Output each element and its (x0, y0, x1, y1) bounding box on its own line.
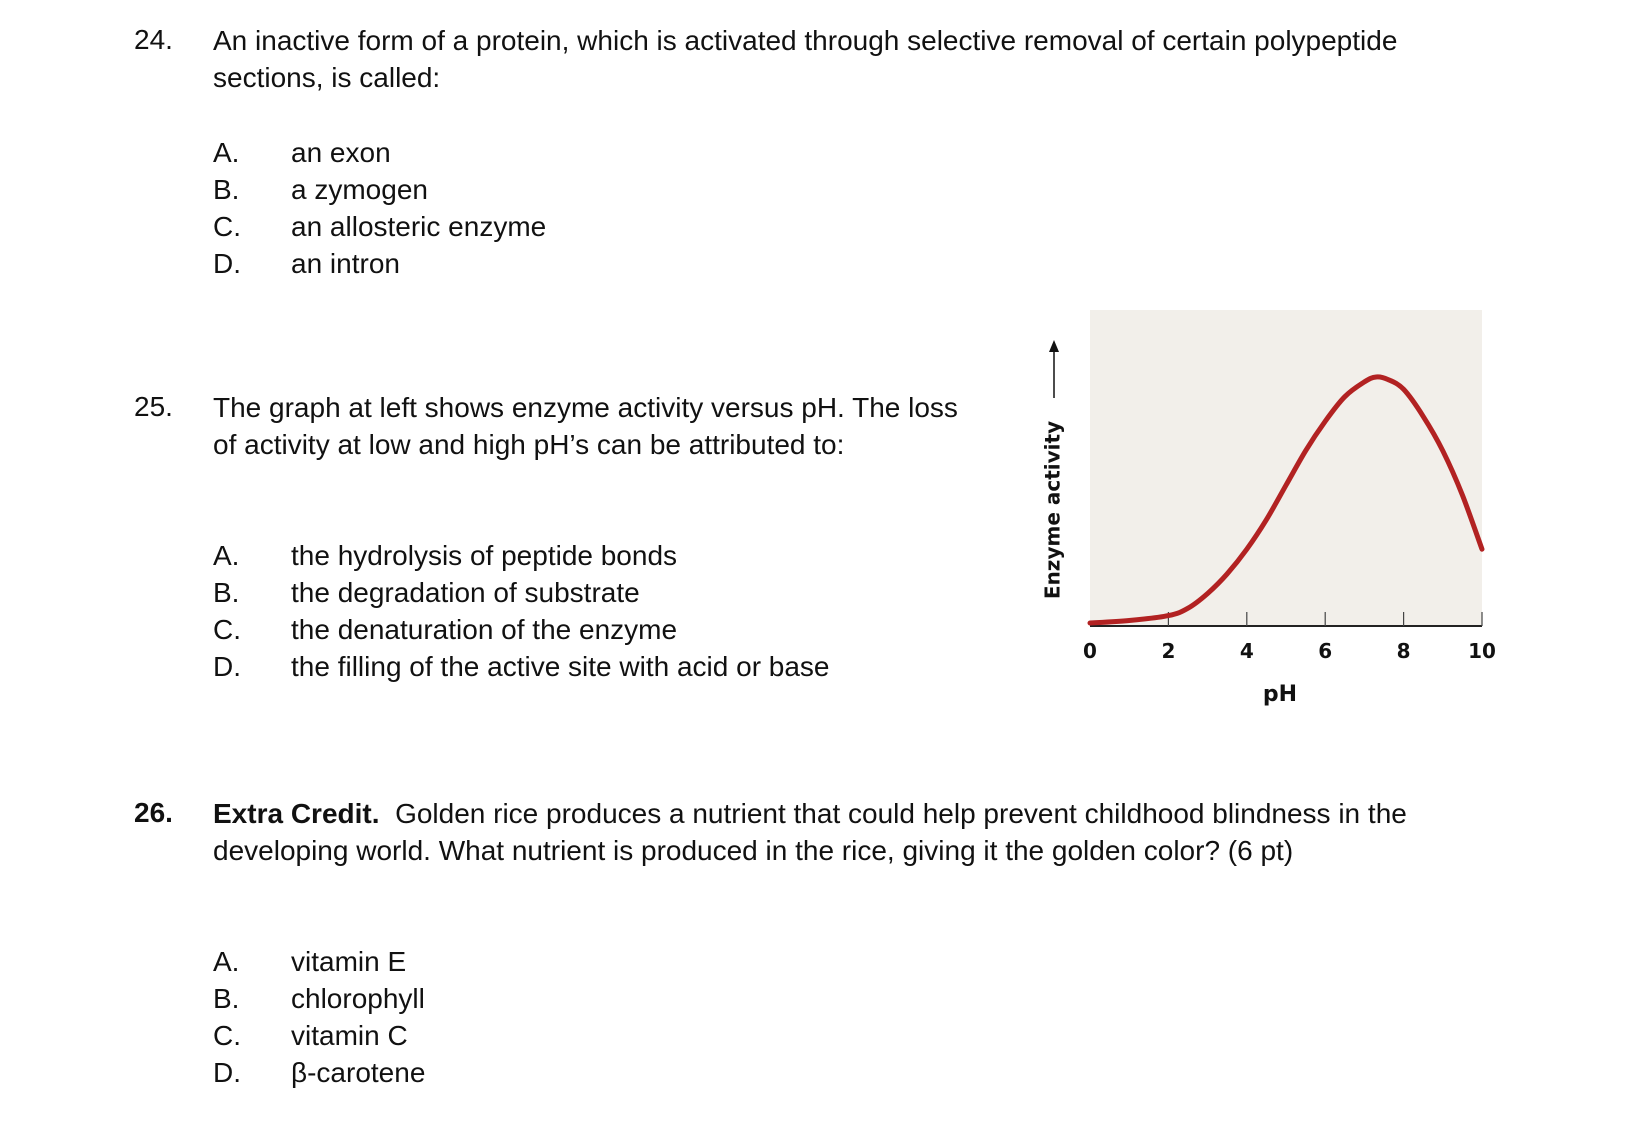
x-tick-label: 2 (1161, 639, 1176, 663)
choice-text: vitamin E (291, 946, 407, 977)
choice-letter: B. (213, 983, 240, 1014)
question-text: Golden rice produces a nutrient that could help prevent childhood blindness in the developing world. What nutrient is produced in the rice, giving it the golden color? (6 pt) (213, 798, 1407, 866)
y-axis-label: Enzyme activity (1040, 420, 1065, 600)
question-text: The graph at left shows enzyme activity versus pH. The loss of activity at low and high pH’s can be attributed to: (213, 392, 958, 460)
choice-text: β-carotene (291, 1057, 426, 1088)
x-tick-label: 10 (1468, 639, 1496, 663)
choice-text: vitamin C (291, 1020, 408, 1051)
question-number: 24. (134, 24, 173, 55)
y-axis-arrow-head (1049, 340, 1059, 352)
choice-letter: A. (213, 540, 240, 571)
plot-background (1090, 310, 1482, 626)
extra-credit-label: Extra Credit. (213, 798, 380, 829)
x-axis-label: pH (1262, 682, 1298, 707)
question-text-block (213, 795, 1513, 869)
choice-text: the degradation of substrate (291, 577, 640, 608)
choice-text: an exon (291, 137, 391, 168)
x-tick-label: 6 (1318, 639, 1333, 663)
choice-letter: B. (213, 174, 240, 205)
choice-text: chlorophyll (291, 983, 425, 1014)
question-number: 25. (134, 391, 173, 422)
choice-text: the filling of the active site with acid or base (291, 651, 830, 682)
choice-letter: A. (213, 946, 240, 977)
choice-letter: D. (213, 248, 241, 279)
choice-letter: C. (213, 1020, 241, 1051)
y-axis-label-group (1041, 340, 1065, 599)
question-text: An inactive form of a protein, which is activated through selective removal of certain polypeptide sections, is called: (213, 25, 1398, 93)
choice-text: an intron (291, 248, 400, 279)
enzyme-activity-chart (1030, 310, 1520, 750)
x-tick-label: 4 (1239, 639, 1254, 663)
choice-letter: C. (213, 614, 241, 645)
question-number: 26. (134, 797, 173, 828)
x-tick-label: 0 (1083, 639, 1097, 663)
choice-letter: A. (213, 137, 240, 168)
choice-text: an allosteric enzyme (291, 211, 547, 242)
choice-letter: B. (213, 577, 240, 608)
choice-letter: D. (213, 1057, 241, 1088)
choice-text: the hydrolysis of peptide bonds (291, 540, 678, 571)
choice-letter: C. (213, 211, 241, 242)
choice-letter: D. (213, 651, 241, 682)
choice-text: the denaturation of the enzyme (291, 614, 678, 645)
x-tick-label: 8 (1396, 639, 1411, 663)
choice-text: a zymogen (291, 174, 428, 205)
